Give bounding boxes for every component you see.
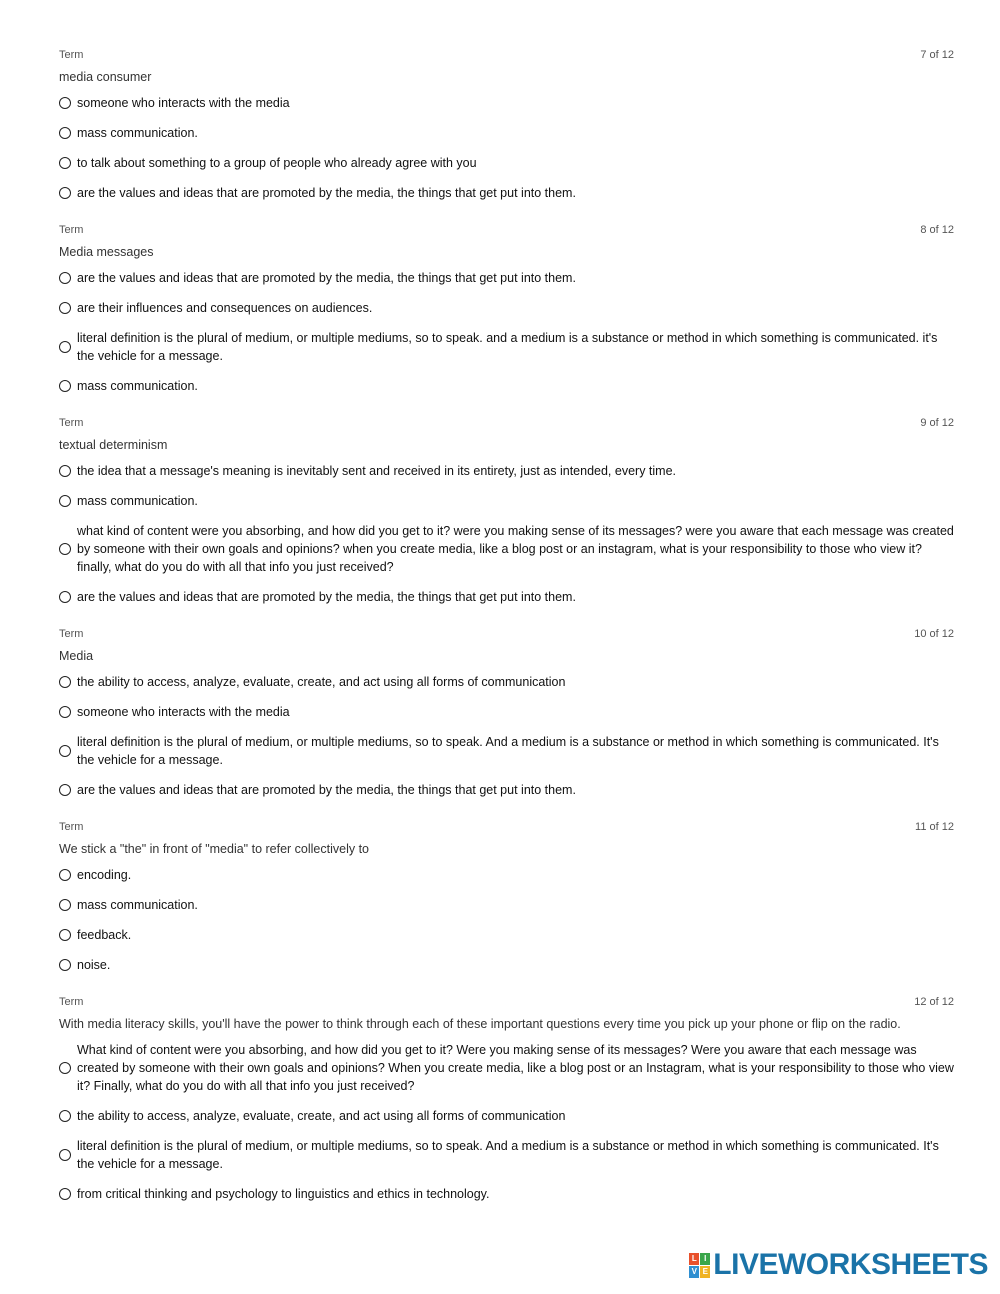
radio-button-icon[interactable] [59,495,71,507]
answer-option[interactable] [59,866,954,884]
answer-option[interactable] [59,522,954,576]
answer-option[interactable] [59,329,954,365]
brand-name: LIVEWORKSHEETS [713,1248,988,1281]
options-list [59,94,954,202]
answer-option[interactable] [59,673,954,691]
radio-button-icon[interactable] [59,187,71,199]
answer-option[interactable] [59,1041,954,1095]
radio-button-icon[interactable] [59,1188,71,1200]
answer-option[interactable] [59,896,954,914]
question-prompt: With media literacy skills, you'll have the power to think through each of these important questions every time you pick up your phone or flip on the radio. [59,1017,901,1031]
live-badge-icon [689,1253,710,1278]
radio-button-icon[interactable] [59,591,71,603]
answer-option-text: literal definition is the plural of medium, or multiple mediums, so to speak. And a medium is a substance or method in which something is communicated. It's the vehicle for a message. [77,1139,939,1171]
answer-option[interactable] [59,184,954,202]
answer-option-text: from critical thinking and psychology to linguistics and ethics in technology. [77,1187,490,1201]
answer-option-text: are the values and ideas that are promoted by the media, the things that get put into them. [77,271,576,285]
answer-option[interactable] [59,703,954,721]
answer-option[interactable] [59,733,954,769]
answer-option-text: someone who interacts with the media [77,705,290,719]
answer-option-text: are the values and ideas that are promoted by the media, the things that get put into them. [77,590,576,604]
question-counter: 9 of 12 [920,417,954,429]
answer-option-text: mass communication. [77,379,198,393]
radio-button-icon[interactable] [59,869,71,881]
answer-option-text: the idea that a message's meaning is inevitably sent and received in its entirety, just as intended, every time. [77,464,677,478]
answer-option-text: are their influences and consequences on audiences. [77,301,373,315]
answer-option[interactable] [59,94,954,112]
radio-button-icon[interactable] [59,745,71,757]
radio-button-icon[interactable] [59,676,71,688]
radio-button-icon[interactable] [59,959,71,971]
question-type-label: Term [59,417,84,429]
radio-button-icon[interactable] [59,929,71,941]
answer-option[interactable] [59,1185,954,1203]
radio-button-icon[interactable] [59,899,71,911]
radio-button-icon[interactable] [59,97,71,109]
quiz-container [59,47,954,1223]
radio-button-icon[interactable] [59,1110,71,1122]
radio-button-icon[interactable] [59,272,71,284]
answer-option-text: are the values and ideas that are promoted by the media, the things that get put into them. [77,186,576,200]
answer-option-text: the ability to access, analyze, evaluate, create, and act using all forms of communication [77,1109,566,1123]
answer-option[interactable] [59,154,954,172]
radio-button-icon[interactable] [59,1149,71,1161]
radio-button-icon[interactable] [59,465,71,477]
answer-option-text: literal definition is the plural of medium, or multiple mediums, so to speak. And a medium is a substance or method in which something is communicated. It's the vehicle for a message. [77,735,939,767]
options-list [59,866,954,974]
question-prompt: textual determinism [59,438,168,452]
question-prompt: Media [59,649,94,663]
question-counter: 10 of 12 [914,628,954,640]
answer-option-text: noise. [77,958,111,972]
question-type-label: Term [59,224,84,236]
logo-letter: L [689,1253,699,1265]
radio-button-icon[interactable] [59,1062,71,1074]
question-type-label: Term [59,996,84,1008]
answer-option-text: What kind of content were you absorbing, and how did you get to it? Were you making sense of its messages? Were you aware that each message was created by someone with their own goals and opinions? When you create media, like a blog post or an Instagram, what is your responsibility to those who view it? Finally, what do you do with all that info you just received? [77,1043,954,1093]
radio-button-icon[interactable] [59,341,71,353]
answer-option-text: literal definition is the plural of medium, or multiple mediums, so to speak. and a medium is a substance or method in which something is communicated. it's the vehicle for a message. [77,331,938,363]
question-counter: 11 of 12 [915,821,954,833]
question-block [59,819,954,974]
options-list [59,462,954,606]
answer-option-text: mass communication. [77,898,198,912]
question-block [59,994,954,1203]
radio-button-icon[interactable] [59,127,71,139]
answer-option[interactable] [59,1107,954,1125]
question-prompt: Media messages [59,245,154,259]
answer-option-text: feedback. [77,928,132,942]
answer-option-text: what kind of content were you absorbing, and how did you get to it? were you making sense of its messages? were you aware that each message was created by someone with their own goals and opinions? when you create media, like a blog post or an instagram, what is your responsibility to those who view it? finally, what do you do with all that info you just received? [77,524,954,574]
radio-button-icon[interactable] [59,543,71,555]
answer-option-text: the ability to access, analyze, evaluate, create, and act using all forms of communication [77,675,566,689]
question-prompt: We stick a "the" in front of "media" to refer collectively to [59,842,370,856]
answer-option[interactable] [59,124,954,142]
question-type-label: Term [59,821,84,833]
question-counter: 7 of 12 [920,49,954,61]
answer-option[interactable] [59,926,954,944]
options-list [59,673,954,799]
answer-option-text: are the values and ideas that are promoted by the media, the things that get put into them. [77,783,576,797]
answer-option-text: mass communication. [77,494,198,508]
answer-option-text: mass communication. [77,126,198,140]
logo-letter: V [689,1266,699,1278]
question-block [59,222,954,395]
radio-button-icon[interactable] [59,706,71,718]
answer-option[interactable] [59,462,954,480]
question-block [59,626,954,799]
logo-letter: E [700,1266,710,1278]
answer-option[interactable] [59,956,954,974]
question-type-label: Term [59,49,84,61]
options-list [59,269,954,395]
answer-option-text: encoding. [77,868,132,882]
answer-option-text: to talk about something to a group of people who already agree with you [77,156,477,170]
radio-button-icon[interactable] [59,157,71,169]
question-block [59,415,954,606]
question-counter: 12 of 12 [914,996,954,1008]
answer-option[interactable] [59,781,954,799]
question-type-label: Term [59,628,84,640]
answer-option[interactable] [59,269,954,287]
answer-option-text: someone who interacts with the media [77,96,290,110]
question-prompt: media consumer [59,70,152,84]
radio-button-icon[interactable] [59,784,71,796]
answer-option[interactable] [59,299,954,317]
radio-button-icon[interactable] [59,380,71,392]
answer-option[interactable] [59,492,954,510]
question-counter: 8 of 12 [920,224,954,236]
question-block [59,47,954,202]
options-list [59,1041,954,1203]
answer-option[interactable] [59,1137,954,1173]
answer-option[interactable] [59,377,954,395]
radio-button-icon[interactable] [59,302,71,314]
logo-letter: I [700,1253,710,1265]
answer-option[interactable] [59,588,954,606]
liveworksheets-logo [689,1248,988,1282]
